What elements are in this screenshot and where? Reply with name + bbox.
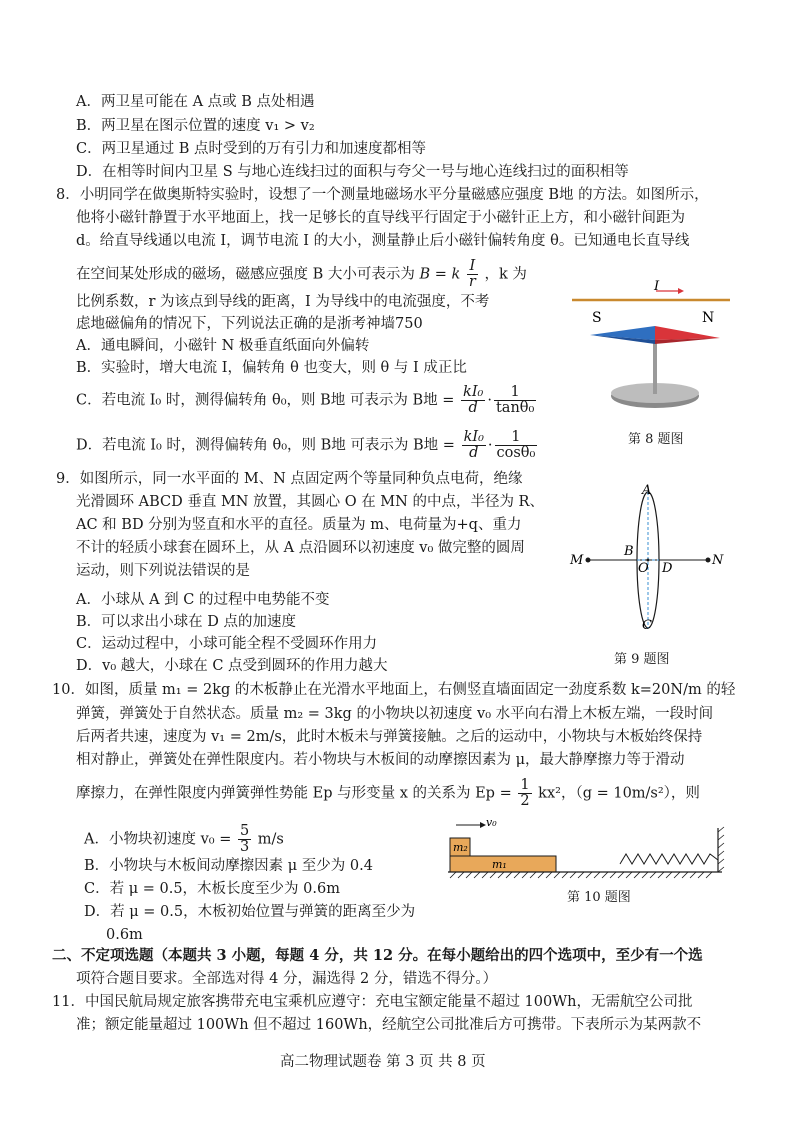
q8-option-d	[76, 430, 539, 461]
q9-line-3: AC 和 BD 分别为竖直和水平的直径。质量为 m、电荷量为+q、重力	[76, 517, 522, 533]
q10-line-5-pre: 摩擦力，在弹性限度内弹簧弹性势能 Ep 与形变量 x 的关系为 Ep =	[76, 785, 512, 802]
section-2-line-1: 二、不定项选题（本题共 3 小题，每题 4 分，共 12 分。在每小题给出的四个选项中，至少有一个选	[52, 947, 703, 964]
formula-bdi-eq: B地 =	[413, 437, 455, 454]
frac-den: d	[469, 445, 479, 461]
q8-option-d-text: D．若电流 I₀ 时，测得偏转角 θ₀，则 B地 可表示为	[76, 437, 409, 454]
fraction-1-over-tan	[494, 385, 536, 416]
frac-den: tanθ₀	[495, 400, 535, 416]
q9-option-d: D．v₀ 越大，小球在 C 点受到圆环的作用力越大	[76, 658, 388, 674]
q10-option-a-text: A．小物块初速度 v₀ =	[84, 831, 232, 848]
south-label: S	[592, 310, 602, 326]
q7-option-b: B．两卫星在图示位置的速度 v₁ > v₂	[76, 118, 315, 134]
frac-den: r	[468, 274, 476, 290]
ground-hatch	[450, 872, 712, 878]
fraction-1-over-cos	[495, 430, 538, 461]
q8-line-6: 虑地磁偏角的情况下，下列说法正确的是浙考神墙750	[76, 316, 423, 332]
wall-hatch	[718, 827, 724, 872]
q9-line-1: 9．如图所示，同一水平面的 M、N 点固定两个等量同种负点电荷，绝缘	[56, 471, 523, 487]
current-label: I	[654, 279, 660, 294]
compass-figure	[570, 278, 740, 418]
q8-line-1: 8．小明同学在做奥斯特实验时，设想了一个测量地磁场水平分量磁感应强度 B地 的方法。如图所示，	[56, 187, 709, 203]
label-a: A	[642, 483, 652, 498]
q8-line-4-post: ，k 为	[484, 266, 527, 283]
q9-line-4: 不计的轻质小球套在圆环上，从 A 点沿圆环以初速度 v₀ 做完整的圆周	[76, 540, 525, 556]
fraction-ki0-over-d	[462, 430, 486, 461]
m1-label: m₁	[492, 858, 507, 871]
q10-option-d-cont: 0.6m	[106, 927, 143, 943]
spring-board-figure	[446, 814, 731, 884]
q10-line-5-post: kx²，（g = 10m/s²），则	[538, 785, 700, 802]
section-2-line-2: 项符合题目要求。全部选对得 4 分，漏选得 2 分，错选不得分。）	[76, 971, 498, 987]
q11-line-1: 11．中国民航局规定旅客携带充电宝乘机应遵守：充电宝额定能量不超过 100Wh，无需航空公司批	[52, 994, 693, 1010]
ring-figure	[566, 478, 736, 638]
q10-line-5	[76, 778, 700, 809]
q10-line-3: 后两者共速，速度为 v₁ = 2m/s，此时木板未与弹簧接触。之后的运动中，小物块与木板始终保持	[76, 729, 703, 745]
q10-option-b: B．小物块与木板间动摩擦因素 μ 至少为 0.4	[84, 858, 373, 874]
fraction-i-over-r	[467, 259, 478, 290]
q9-line-5: 运动，则下列说法错误的是	[76, 563, 250, 579]
q10-caption: 第 10 题图	[567, 890, 631, 905]
q8-line-2: 他将小磁针静置于水平地面上，找一足够长的直导线平行固定于小磁针正上方，和小磁针间距为	[76, 210, 685, 226]
q10-option-a	[84, 824, 284, 855]
q10-line-4: 相对静止，弹簧处在弹性限度内。若小物块与木板间的动摩擦因素为 μ，最大静摩擦力等于滑动	[76, 752, 685, 768]
section-2-header	[52, 946, 703, 966]
formula-b-eq: B = k	[419, 266, 461, 283]
q11-line-2: 准；额定能量超过 100Wh 但不超过 160Wh，经航空公司批准后方可携带。下表所示为某两款不	[76, 1017, 702, 1033]
q9-caption: 第 9 题图	[614, 652, 670, 667]
dot: ·	[487, 437, 493, 454]
needle-north-half	[655, 326, 720, 340]
q9-option-a: A．小球从 A 到 C 的过程中电势能不变	[76, 592, 330, 608]
frac-num: 1	[494, 385, 536, 401]
q8-option-b: B．实验时，增大电流 I，偏转角 θ 也变大，则 θ 与 I 成正比	[76, 360, 467, 376]
fraction-five-thirds	[238, 824, 251, 855]
q8-line-3: d。给直导线通以电流 I，调节电流 I 的大小，测量静止后小磁针偏转角度 θ。已知通电长直导线	[76, 233, 690, 249]
current-arrowhead	[678, 288, 684, 294]
q10-option-a-unit: m/s	[257, 831, 284, 848]
fraction-one-half	[518, 778, 531, 809]
frac-num: 1	[520, 777, 530, 793]
q9-line-2: 光滑圆环 ABCD 垂直 MN 放置，其圆心 O 在 MN 的中点，半径为 R、	[76, 494, 544, 510]
north-label: N	[702, 310, 715, 326]
q8-caption: 第 8 题图	[628, 432, 684, 447]
spring	[620, 854, 718, 864]
q8-line-4-pre: 在空间某处形成的磁场，磁感应强度 B 大小可表示为	[76, 266, 415, 283]
q8-option-a: A．通电瞬间，小磁针 N 极垂直纸面向外偏转	[76, 338, 370, 354]
fraction-ki0-over-d	[461, 385, 485, 416]
q8-option-c-text: C．若电流 I₀ 时，测得偏转角 θ₀，则 B地 可表示为	[76, 392, 408, 409]
point-m	[586, 558, 591, 563]
compass-stand	[653, 340, 657, 394]
formula-bdi-eq: B地 =	[412, 392, 455, 409]
q10-line-2: 弹簧，弹簧处于自然状态。质量 m₂ = 3kg 的小物块以初速度 v₀ 水平向右滑上木板左端，一段时间	[76, 706, 714, 722]
q9-option-c: C．运动过程中，小球可能全程不受圆环作用力	[76, 636, 378, 652]
frac-num: I	[467, 259, 478, 275]
label-b: B	[624, 544, 634, 559]
m2-label: m₂	[453, 841, 468, 854]
label-d: D	[662, 561, 673, 576]
frac-den: 3	[239, 839, 250, 855]
frac-num: 5	[239, 823, 250, 839]
q9-option-b: B．可以求出小球在 D 点的加速度	[76, 614, 296, 630]
q8-line-5: 比例系数，r 为该点到导线的距离，I 为导线中的电流强度，不考	[76, 294, 490, 310]
label-m: M	[570, 553, 584, 568]
frac-den: d	[468, 400, 478, 416]
q7-option-d: D．在相等时间内卫星 S 与地心连线扫过的面积与夸父一号与地心连线扫过的面积相等	[76, 164, 629, 180]
q10-option-d: D．若 μ = 0.5，木板初始位置与弹簧的距离至少为	[84, 904, 416, 920]
point-n	[706, 558, 711, 563]
q10-line-1: 10．如图，质量 m₁ = 2kg 的木板静止在光滑水平地面上，右侧竖直墙面固定一劲度系数 k=20N/m 的轻	[52, 682, 736, 698]
q7-option-a: A．两卫星可能在 A 点或 B 点处相遇	[76, 94, 315, 110]
q10-option-c: C．若 μ = 0.5，木板长度至少为 0.6m	[84, 881, 340, 897]
frac-den: cosθ₀	[496, 445, 536, 461]
q8-option-c	[76, 385, 538, 416]
label-c: C	[642, 618, 652, 633]
dot: ·	[487, 392, 492, 409]
label-o: O	[638, 561, 649, 576]
frac-num: 1	[495, 430, 538, 446]
page-footer: 高二物理试题卷 第 3 页 共 8 页	[280, 1054, 486, 1070]
q7-option-c: C．两卫星通过 B 点时受到的万有引力和加速度都相等	[76, 141, 426, 157]
label-n: N	[712, 553, 724, 568]
frac-num: kI₀	[463, 384, 484, 400]
frac-den: 2	[520, 793, 530, 809]
q8-line-4	[76, 259, 527, 290]
frac-num: kI₀	[463, 429, 484, 445]
v0-label: v₀	[486, 816, 497, 829]
